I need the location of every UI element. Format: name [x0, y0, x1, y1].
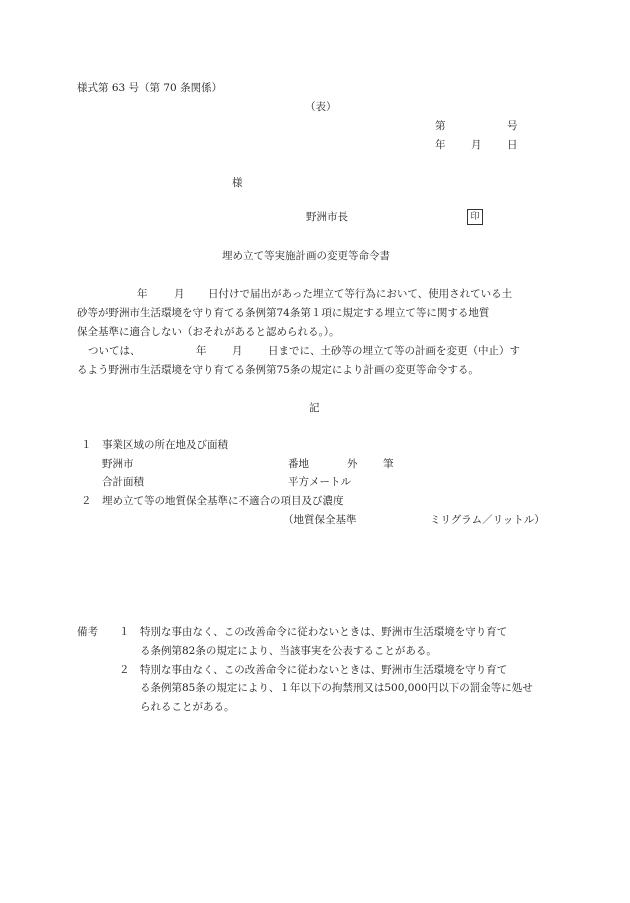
total-area-label: 合計面積	[102, 476, 144, 488]
body-line5: るよう野洲市生活環境を守り育てる条例第75条の規定により計画の変更等命令する。	[77, 364, 479, 376]
body-line4: 日までに、土砂等の埋立て等の計画を変更（中止）す	[268, 345, 520, 357]
body-line2: 砂等が野洲市生活環境を守り育てる条例第74条第１項に規定する埋立て等に関する地質	[77, 307, 490, 319]
item1-label: 事業区域の所在地及び面積	[102, 439, 228, 451]
remark2-line2: る条例第85条の規定により、１年以下の拘禁刑又は500,000円以下の罰金等に処せ	[140, 682, 533, 694]
hitsu-label: 筆	[383, 458, 394, 470]
body-line4-month: 月	[232, 345, 243, 357]
seal-stamp: 印	[467, 209, 483, 225]
remark2-line3: られることがある。	[140, 701, 235, 713]
remark1-line1: 特別な事由なく、この改善命令に従わないときは、野洲市生活環境を守り育て	[140, 626, 508, 638]
item2-number: ２	[81, 495, 92, 507]
issuer-title: 野洲市長	[306, 211, 348, 223]
date-month: 月	[471, 139, 482, 151]
banchi-label: 番地	[288, 458, 309, 470]
body-line1: 日付けで届出があった埋立て等行為において、使用されている土	[208, 288, 513, 300]
ki-heading: 記	[309, 402, 320, 414]
document-title: 埋め立て等実施計画の変更等命令書	[222, 250, 390, 262]
sqm-label: 平方メートル	[288, 476, 351, 488]
date-year: 年	[435, 139, 446, 151]
unit-label: ミリグラム／リットル）	[430, 514, 545, 526]
remarks-label: 備考	[77, 626, 98, 638]
date-day: 日	[507, 139, 518, 151]
remark2-line1: 特別な事由なく、この改善命令に従わないときは、野洲市生活環境を守り育て	[140, 664, 508, 676]
doc-number-gou: 号	[507, 120, 518, 132]
item2-label: 埋め立て等の地質保全基準に不適合の項目及び濃度	[102, 495, 344, 507]
front-label: （表）	[305, 101, 337, 113]
soto-label: 外	[347, 458, 358, 470]
body-line1-month: 月	[174, 288, 185, 300]
doc-number-dai: 第	[435, 120, 446, 132]
remark1-line2: る条例第82条の規定により、当該事実を公表することがある。	[140, 645, 437, 657]
item1-number: １	[81, 439, 92, 451]
city-name: 野洲市	[102, 458, 134, 470]
body-line4-year: 年	[196, 345, 207, 357]
addressee-honorific: 様	[232, 177, 243, 189]
form-number: 様式第 63 号（第 70 条関係）	[77, 82, 223, 94]
standard-label: （地質保全基準	[283, 514, 357, 526]
remark1-number: １	[119, 626, 130, 638]
body-line1-year: 年	[137, 288, 148, 300]
body-line4-start: ついては、	[88, 345, 141, 357]
body-line3: 保全基準に適合しない（おそれがあると認められる。）。	[77, 326, 340, 338]
remark2-number: ２	[119, 664, 130, 676]
